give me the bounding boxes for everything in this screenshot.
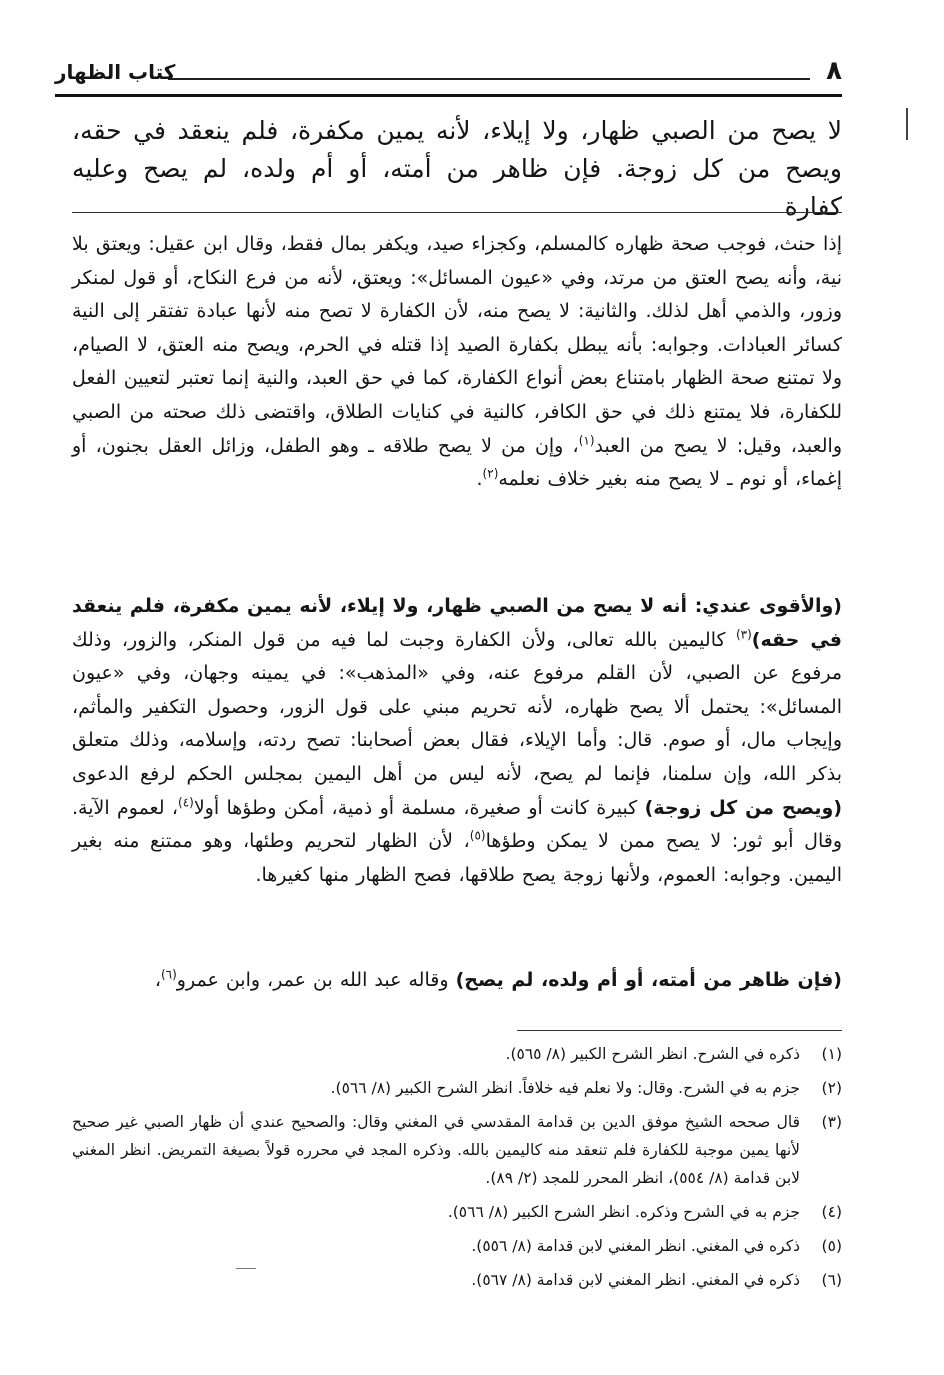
commentary-text: كبيرة كانت أو صغيرة، مسلمة أو ذمية، أمكن وطؤها أولا	[193, 796, 645, 819]
commentary-text: إذا حنث، فوجب صحة ظهاره كالمسلم، وكجزاء صيد، ويكفر بمال فقط، وقال ابن عقيل: ويعتق بلا نية، وأنه يصح العتق من مرتد، وفي «عيون المسائل»: ويعتق، لأنه من فرع النكاح، أو قول لمنكر وزور، والذمي أهل لذلك. والثانية: لا يصح منه، لأن الكفارة لا تصح منه لأنها عبادة تفتقر إلى النية كسائر العبادات. وجوابه: بأنه يبطل بكفارة الصيد إذا قتله في الحرم، ويصح منه العتق، لا الصيام، ولا تمتنع صحة الظهار بامتناع بعض أنواع الكفارة، كما في حق العبد، والنية إنما تعتبر لتعيين الفعل للكفارة، فلا يمتنع ذلك في حق الكافر، كالنية في كنايات الطلاق، واقتضى ذلك صحته من الصبي والعبد، وقيل: لا يصح من العبد	[72, 233, 842, 457]
commentary-text: ، وإن من لا يصح طلاقه ـ وهو الطفل، وزائل العقل بجنون، أو إغماء، أو نوم ـ لا يصح منه بغير خلاف نعلمه	[72, 434, 842, 491]
page-number: ٨	[826, 56, 842, 86]
commentary-text: ، لأن الظهار لتحريم وطئها، وهو ممتنع منه بغير اليمين. وجوابه: العموم، ولأنها زوجة يصح طلاقها، فصح الظهار منها كغيرها.	[72, 830, 842, 886]
commentary-text: ،	[154, 969, 161, 991]
footnote-text: جزم به في الشرح وذكره. انظر الشرح الكبير (٨/ ٥٦٦).	[447, 1203, 800, 1221]
commentary-paragraph-3	[72, 964, 842, 998]
footnote-ref-5[interactable]: (٥)	[469, 828, 486, 843]
matn-text: لا يصح من الصبي ظهار، ولا إيلاء، لأنه يمين مكفرة، فلم ينعقد في حقه، ويصح من كل زوجة. فإن ظاهر من أمته، أو أم ولده، لم يصح وعليه كفارة	[72, 116, 842, 221]
footnote	[72, 1108, 842, 1192]
header-dash-rule	[168, 78, 810, 80]
footnotes	[72, 1040, 842, 1300]
footnote-number: (٣)	[821, 1113, 842, 1131]
running-title: كتاب الظهار	[55, 60, 176, 84]
footnote-text: جزم به في الشرح. وقال: ولا نعلم فيه خلافاً. انظر الشرح الكبير (٨/ ٥٦٦).	[330, 1079, 800, 1097]
footnote-text: ذكره في المغني. انظر المغني لابن قدامة (٨/ ٥٦٧).	[471, 1271, 800, 1289]
footnote	[72, 1198, 842, 1226]
footnote-text: ذكره في المغني. انظر المغني لابن قدامة (٨/ ٥٥٦).	[471, 1237, 800, 1255]
footnote	[72, 1040, 842, 1068]
commentary-text: ، لعموم الآية. وقال أبو ثور: لا يصح ممن لا يمكن وطؤها	[72, 796, 842, 853]
footnote-number: (٦)	[821, 1271, 842, 1289]
footnote-number: (١)	[821, 1045, 842, 1063]
commentary-paragraph-2	[72, 590, 842, 892]
footnote-ref-1[interactable]: (١)	[578, 433, 595, 448]
commentary-text: كاليمين بالله تعالى، ولأن الكفارة وجبت لما فيه من قول المنكر، والزور، وذلك مرفوع عن الصبي، لأن القلم مرفوع عنه، وفي «المذهب»: في يمينه وجهان، وفي «عيون المسائل»: يحتمل ألا يصح ظهاره، لأنه تحريم مبني على قول الزور، وحصول التكفير والمأثم، وإيجاب مال، أو صوم. قال: وأما الإيلاء، فقال بعض أصحابنا: تصح ردته، وإسلامه، وذلك متعلق بذكر الله، وإن سلمنا، فإنما لم يصح، لأنه ليس من أهل اليمين بمجلس الحكم لرفع الدعوى	[72, 628, 842, 785]
footnote-number: (٥)	[821, 1237, 842, 1255]
footnote-ref-3[interactable]: (٣)	[735, 627, 752, 642]
commentary-paragraph-1	[72, 228, 842, 497]
quoted-matn: (والأقوى عندي: أنه لا يصح من الصبي ظهار، ولا إيلاء، لأنه يمين مكفرة، فلم ينعقد في حقه)	[72, 595, 842, 651]
page-header	[55, 56, 842, 92]
stray-mark	[236, 1268, 256, 1269]
footnote-text: قال صححه الشيخ موفق الدين بن قدامة المقدسي في المغني وقال: والصحيح عندي أن ظهار الصبي غير صحيح لأنها يمين موجبة للكفارة فلم تنعقد منه كاليمين بالله. وذكره المجد في محرره قولاً بصيغة التمريض. انظر المغني لابن قدامة (٨/ ٥٥٤)، انظر المحرر للمجد (٢/ ٨٩).	[72, 1113, 800, 1187]
quoted-matn: (ويصح من كل زوجة)	[644, 796, 843, 819]
footnote-separator	[517, 1030, 842, 1031]
margin-mark	[906, 108, 908, 140]
footnote-number: (٤)	[821, 1203, 842, 1221]
header-rule	[55, 94, 842, 97]
commentary-text: وقاله عبد الله بن عمر، وابن عمرو	[176, 969, 456, 991]
matn-separator	[72, 212, 842, 213]
commentary-text: .	[476, 468, 483, 491]
footnote-ref-6[interactable]: (٦)	[160, 967, 177, 982]
quoted-matn: (فإن ظاهر من أمته، أو أم ولده، لم يصح)	[455, 969, 842, 991]
footnote-ref-2[interactable]: (٢)	[482, 466, 499, 481]
footnote-number: (٢)	[821, 1079, 842, 1097]
footnote-text: ذكره في الشرح. انظر الشرح الكبير (٨/ ٥٦٥).	[505, 1045, 800, 1063]
footnote	[72, 1074, 842, 1102]
footnote	[72, 1232, 842, 1260]
footnote	[72, 1266, 842, 1294]
footnote-ref-4[interactable]: (٤)	[178, 795, 194, 810]
